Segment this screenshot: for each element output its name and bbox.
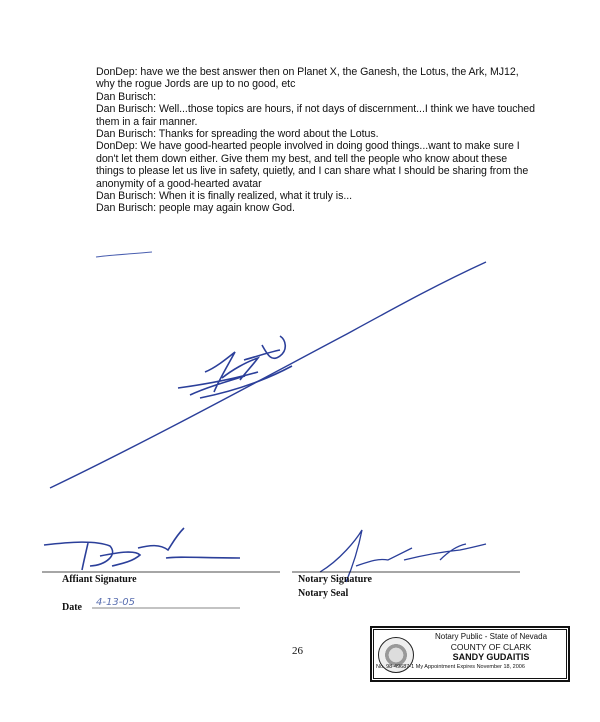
stamp-expiry: No. 98-49687-1 My Appointment Expires November 18, 2006 [376, 664, 525, 670]
stamp-title: Notary Public - State of Nevada [434, 632, 548, 641]
large-signature-scribble [178, 336, 292, 398]
transcript-line: Dan Burisch: Thanks for spreading the word about the Lotus. [96, 128, 379, 141]
affiant-signature-ink [44, 528, 240, 570]
notary-stamp [370, 626, 570, 682]
notary-seal-label: Notary Seal [298, 588, 349, 599]
notary-signature-label: Notary Signature [298, 574, 372, 585]
transcript-line: Dan Burisch: [96, 90, 157, 103]
date-value: 4-13-05 [96, 597, 136, 608]
ink-underline-mark [96, 252, 152, 257]
transcript-line: DonDep: We have good-hearted people involved in doing good things...want to make sure I don't let them down either. Give them my best, and tell the people who know about these things to please let us live in safety, quietly, and I can share what I should be sharing from the anonymity of a good-hearted avatar [96, 140, 529, 190]
stamp-notary-name: SANDY GUDAITIS [452, 652, 530, 662]
stamp-county: COUNTY OF CLARK [450, 642, 532, 652]
affiant-signature-label: Affiant Signature [62, 574, 137, 585]
chat-transcript [96, 66, 536, 215]
date-label: Date [62, 602, 82, 613]
page-number: 26 [292, 645, 303, 657]
transcript-line: Dan Burisch: people may again know God. [96, 202, 295, 215]
transcript-line: Dan Burisch: Well...those topics are hours, if not days of discernment...I think we have touched them in a fair manner. [96, 103, 535, 128]
transcript-line: Dan Burisch: When it is finally realized, what it truly is... [96, 190, 353, 203]
large-signature-diagonal [50, 262, 486, 488]
transcript-line: DonDep: have we the best answer then on Planet X, the Ganesh, the Lotus, the Ark, MJ12, why the rogue Jords are up to no good, etc [96, 66, 519, 91]
